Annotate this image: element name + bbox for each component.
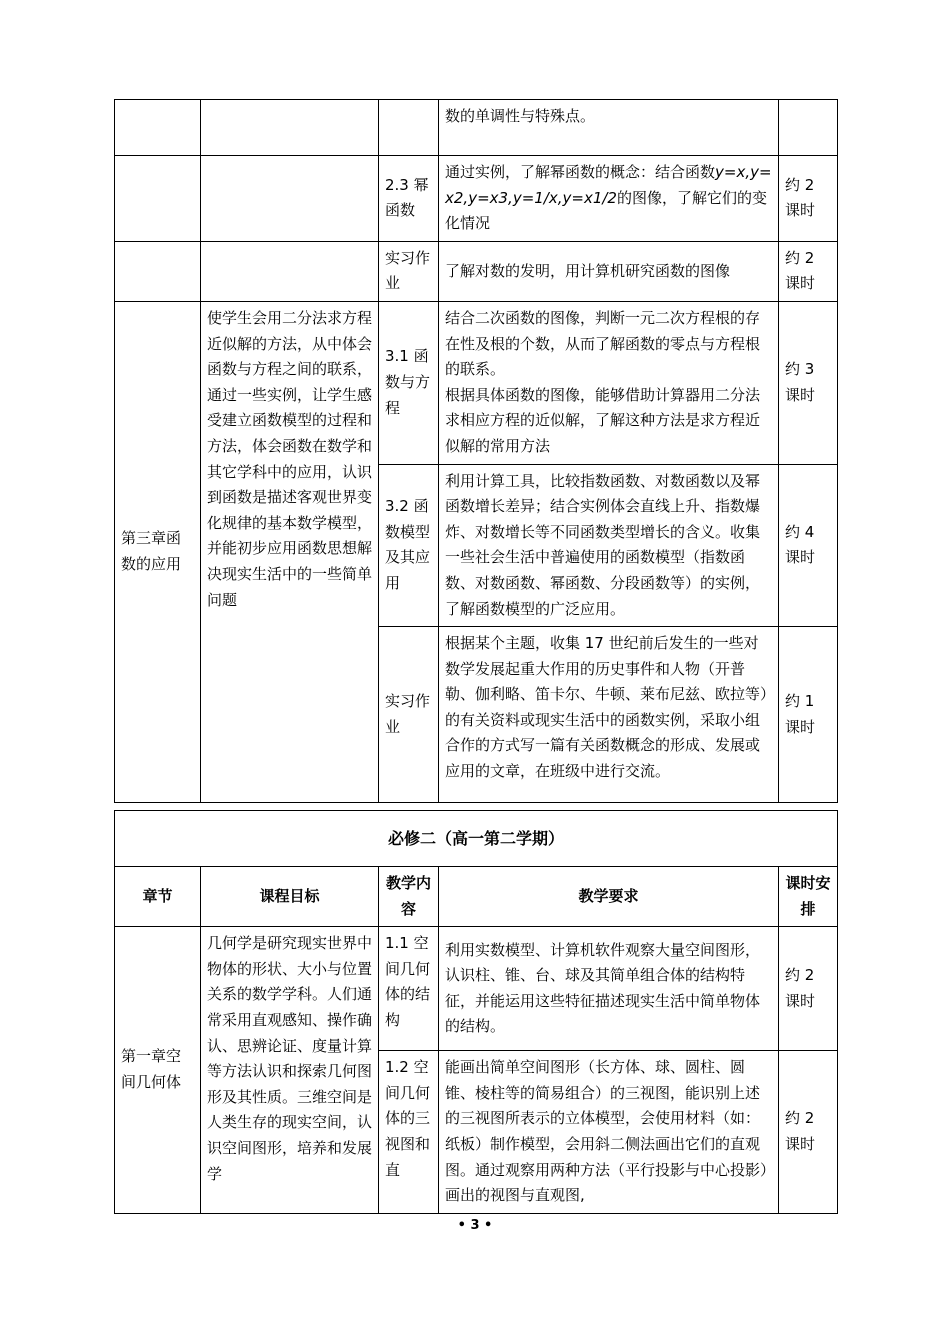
requirement-para-a: 结合二次函数的图像，判断一元二次方程根的存在性及根的个数，从而了解函数的零点与方程根的联系。 bbox=[445, 308, 761, 379]
requirement-text-post: 的图像，了解它们的变化情况 bbox=[445, 188, 767, 233]
goal-cell-3: 使学生会用二分法求方程近似解的方法，从中体会函数与方程之间的联系，通过一些实例，让学生感受建立函数模型的过程和方法，体会函数在数学和其它学科中的应用，认识到函数是描述客观世界变化规律的基本数学模型，并能初步应用函数思想解决现实生活中的一些简单问题 bbox=[201, 301, 379, 802]
requirement-cell: 数的单调性与特殊点。 bbox=[439, 100, 779, 156]
content-cell-2-3: 2.3 幂函数 bbox=[379, 156, 439, 242]
requirement-para-b: 根据具体函数的图像，能够借助计算器用二分法求相应方程的近似解，了解这种方法是求方程近似解的常用方法 bbox=[445, 385, 761, 455]
hours-cell-practice: 约 2 课时 bbox=[779, 241, 838, 301]
requirement-cell-2-3 bbox=[439, 156, 779, 242]
chapter-cell-empty bbox=[115, 241, 201, 301]
header-requirement: 教学要求 bbox=[439, 867, 779, 927]
goal-cell-empty bbox=[201, 100, 379, 156]
curriculum-table-continued bbox=[114, 99, 838, 803]
hours-cell-2-3: 约 2 课时 bbox=[779, 156, 838, 242]
page-number: • 3 • bbox=[457, 1218, 493, 1233]
table-title: 必修二（高一第二学期） bbox=[115, 811, 838, 867]
curriculum-table-compulsory-2 bbox=[114, 810, 838, 1214]
content-cell-empty bbox=[379, 100, 439, 156]
requirement-cell-1-2: 能画出简单空间图形（长方体、球、圆柱、圆锥、棱柱等的简易组合）的三视图，能识别上述的三视图所表示的立体模型，会使用材料（如：纸板）制作模型，会用斜二侧法画出它们的直观图。通过观察用两种方法（平行投影与中心投影）画出的视图与直观图, bbox=[439, 1051, 779, 1214]
chapter-cell-empty bbox=[115, 100, 201, 156]
goal-cell-empty bbox=[201, 241, 379, 301]
chapter-cell-empty bbox=[115, 156, 201, 242]
requirement-cell-practice-2: 根据某个主题，收集 17 世纪前后发生的一些对数学发展起重大作用的历史事件和人物（开普勒、伽利略、笛卡尔、牛顿、莱布尼兹、欧拉等）的有关资料或现实生活中的函数实例，采取小组合作的方式写一篇有关函数概念的形成、发展或应用的文章，在班级中进行交流。 bbox=[439, 627, 779, 803]
content-cell-3-2: 3.2 函数模型及其应用 bbox=[379, 464, 439, 627]
header-hours: 课时安排 bbox=[779, 867, 838, 927]
header-chapter: 章节 bbox=[115, 867, 201, 927]
goal-cell-1: 几何学是研究现实世界中物体的形状、大小与位置关系的数学学科。人们通常采用直观感知、操作确认、思辨论证、度量计算等方法认识和探索几何图形及其性质。三维空间是人类生存的现实空间，认识空间图形，培养和发展学 bbox=[201, 927, 379, 1214]
content-cell-1-2: 1.2 空间几何体的三视图和直 bbox=[379, 1051, 439, 1214]
hours-cell-1-2: 约 2 课时 bbox=[779, 1051, 838, 1214]
header-content: 教学内容 bbox=[379, 867, 439, 927]
content-cell-practice: 实习作业 bbox=[379, 241, 439, 301]
hours-cell-3-2: 约 4 课时 bbox=[779, 464, 838, 627]
chapter-cell-3: 第三章函数的应用 bbox=[115, 301, 201, 802]
hours-cell-3-1: 约 3 课时 bbox=[779, 301, 838, 464]
requirement-text-pre: 通过实例，了解幂函数的概念：结合函数 bbox=[445, 163, 716, 181]
content-cell-3-1: 3.1 函数与方程 bbox=[379, 301, 439, 464]
content-cell-practice-2: 实习作业 bbox=[379, 627, 439, 803]
goal-cell-empty bbox=[201, 156, 379, 242]
hours-cell-practice-2: 约 1 课时 bbox=[779, 627, 838, 803]
requirement-cell-1-1: 利用实数模型、计算机软件观察大量空间图形，认识柱、锥、台、球及其简单组合体的结构特征，并能运用这些特征描述现实生活中简单物体的结构。 bbox=[439, 927, 779, 1051]
hours-cell-empty bbox=[779, 100, 838, 156]
requirement-cell-3-1 bbox=[439, 301, 779, 464]
chapter-cell-1: 第一章空间几何体 bbox=[115, 927, 201, 1214]
requirement-cell-practice: 了解对数的发明，用计算机研究函数的图像 bbox=[439, 241, 779, 301]
power-function-formulas: y=x,y=x2,y=x3,y=1/x,y=x1/2 bbox=[445, 163, 772, 207]
hours-cell-1-1: 约 2 课时 bbox=[779, 927, 838, 1051]
requirement-cell-3-2: 利用计算工具，比较指数函数、对数函数以及幂函数增长差异；结合实例体会直线上升、指数爆炸、对数增长等不同函数类型增长的含义。收集一些社会生活中普遍使用的函数模型（指数函数、对数函数、幂函数、分段函数等）的实例，了解函数模型的广泛应用。 bbox=[439, 464, 779, 627]
content-cell-1-1: 1.1 空间几何体的结构 bbox=[379, 927, 439, 1051]
header-goal: 课程目标 bbox=[201, 867, 379, 927]
